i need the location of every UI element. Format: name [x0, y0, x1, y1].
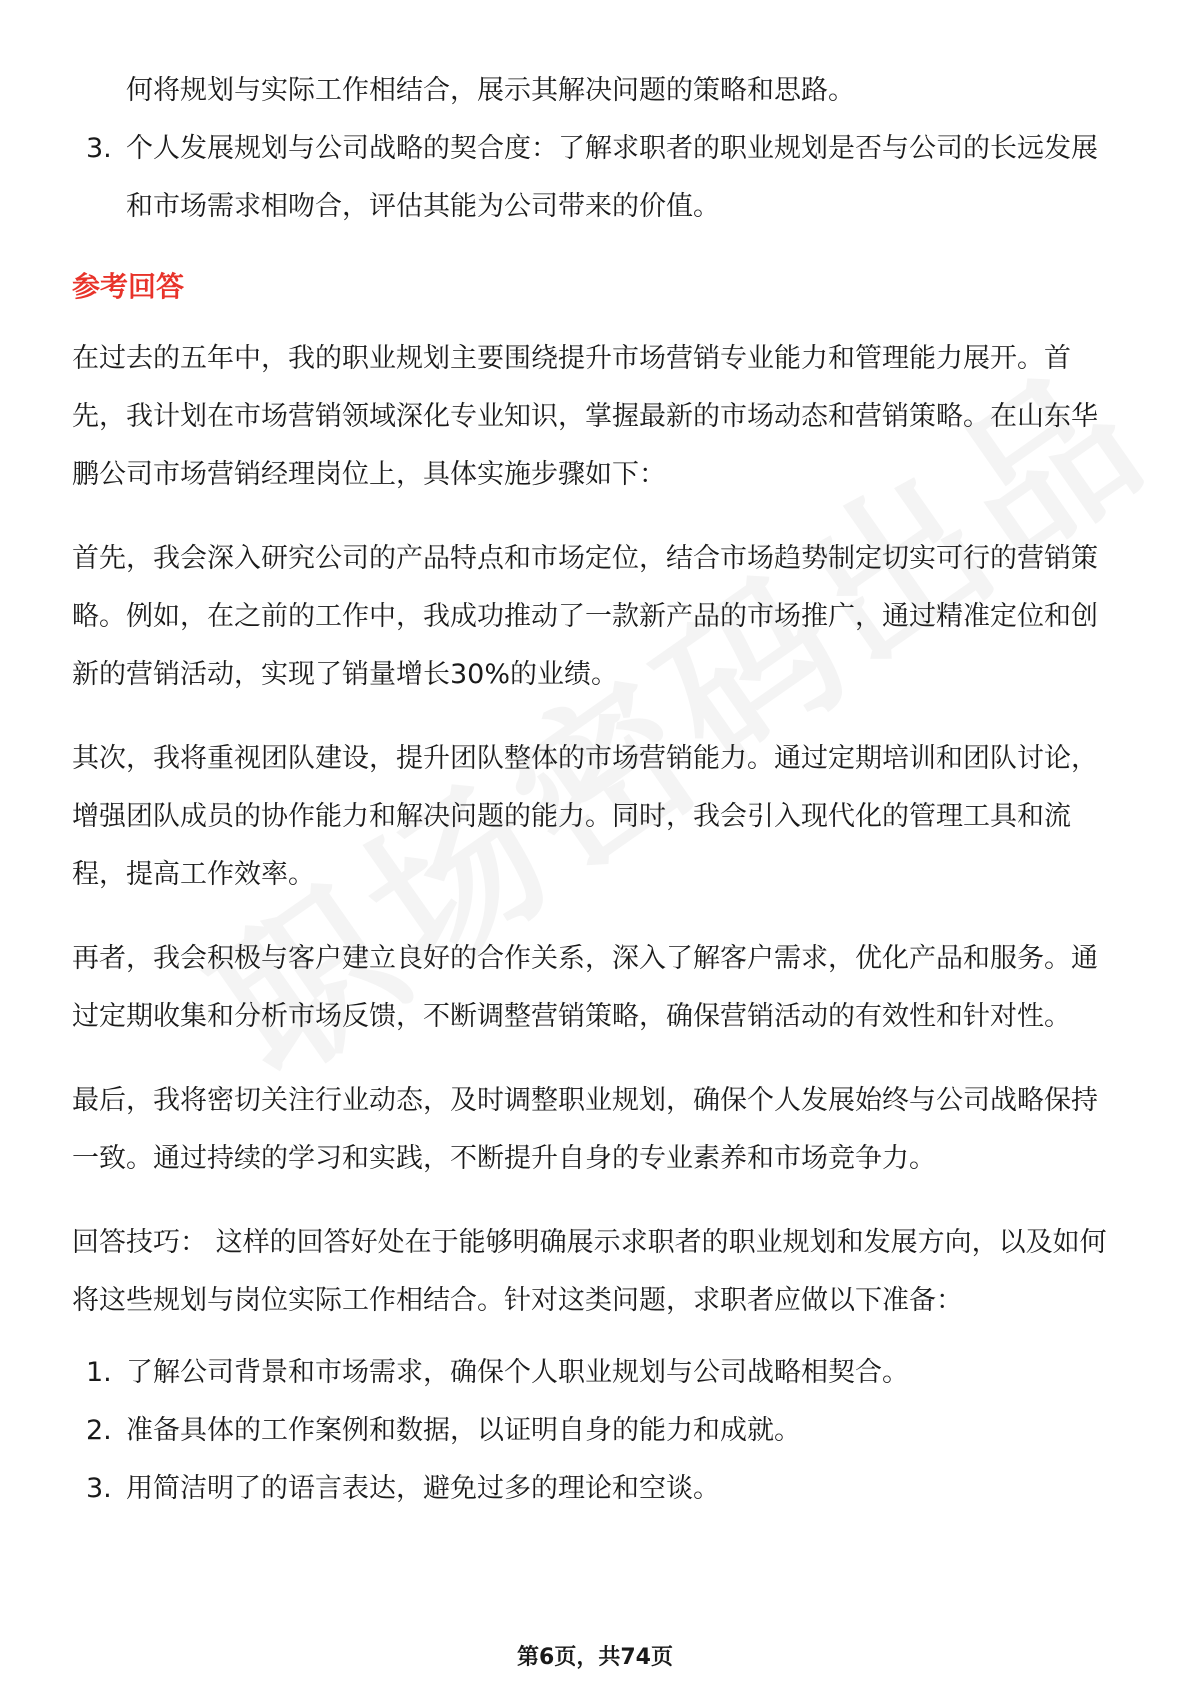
list-number: 1. [86, 1357, 112, 1388]
section-title: 参考回答 [72, 270, 185, 303]
answer-paragraph: 再者，我会积极与客户建立良好的合作关系，深入了解客户需求，优化产品和服务。通过定期收集和分析市场反馈，不断调整营销策略，确保营销活动的有效性和针对性。 [72, 943, 1098, 1032]
answer-paragraph: 首先，我会深入研究公司的产品特点和市场定位，结合市场趋势制定切实可行的营销策略。例如，在之前的工作中，我成功推动了一款新产品的市场推广，通过精准定位和创新的营销活动，实现了销量增长30%的业绩。 [72, 543, 1098, 690]
list-number: 3. [86, 1473, 112, 1504]
page-footer: 第6页，共74页 [517, 1645, 673, 1670]
answer-tips-paragraph: 回答技巧： 这样的回答好处在于能够明确展示求职者的职业规划和发展方向，以及如何将这些规划与岗位实际工作相结合。针对这类问题，求职者应做以下准备： [72, 1227, 1107, 1316]
list-item [72, 1344, 1122, 1402]
list-item-text: 准备具体的工作案例和数据，以证明自身的能力和成就。 [126, 1415, 801, 1446]
document-body [72, 62, 1122, 1518]
tips-list [72, 1344, 1122, 1518]
list-number: 2. [86, 1415, 112, 1446]
list-item [72, 1402, 1122, 1460]
list-number: 3. [86, 133, 112, 164]
list-item [72, 1460, 1122, 1518]
list-item-text: 了解公司背景和市场需求，确保个人职业规划与公司战略相契合。 [126, 1357, 909, 1388]
continued-list-text: 何将规划与实际工作相结合，展示其解决问题的策略和思路。 [126, 75, 855, 106]
answer-paragraph: 最后，我将密切关注行业动态，及时调整职业规划，确保个人发展始终与公司战略保持一致。通过持续的学习和实践，不断提升自身的专业素养和市场竞争力。 [72, 1085, 1098, 1174]
list-item-text: 个人发展规划与公司战略的契合度：了解求职者的职业规划是否与公司的长远发展和市场需求相吻合，评估其能为公司带来的价值。 [126, 133, 1098, 222]
evaluation-list [72, 120, 1122, 236]
list-item-text: 用简洁明了的语言表达，避免过多的理论和空谈。 [126, 1473, 720, 1504]
answer-paragraph: 其次，我将重视团队建设，提升团队整体的市场营销能力。通过定期培训和团队讨论，增强团队成员的协作能力和解决问题的能力。同时，我会引入现代化的管理工具和流程，提高工作效率。 [72, 743, 1098, 890]
answer-paragraph: 在过去的五年中，我的职业规划主要围绕提升市场营销专业能力和管理能力展开。首先，我计划在市场营销领域深化专业知识，掌握最新的市场动态和营销策略。在山东华鹏公司市场营销经理岗位上，具体实施步骤如下： [72, 343, 1098, 490]
list-item [72, 120, 1122, 236]
